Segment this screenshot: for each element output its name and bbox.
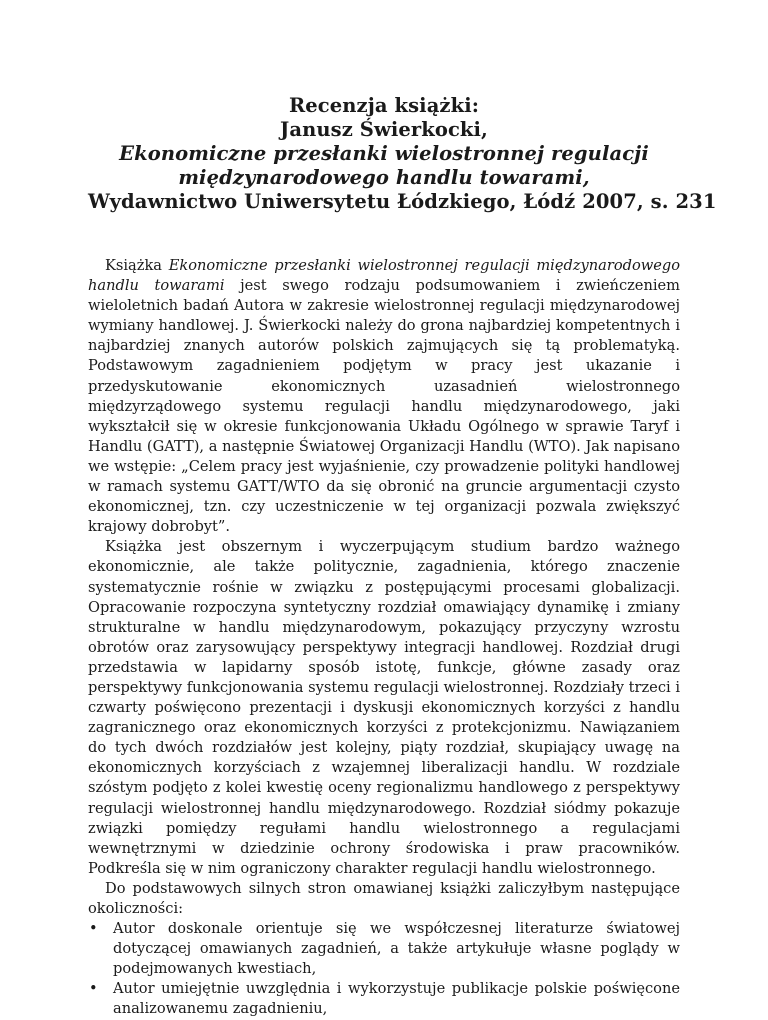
heading-book-title-line2: międzynarodowego handlu towarami, (178, 166, 590, 189)
list-item (88, 919, 680, 979)
bullet-marker: • (89, 980, 98, 998)
heading-author: Janusz Świerkocki, (280, 118, 488, 141)
paragraph-1-rest: jest swego rodzaju podsumowaniem i zwieńczeniem wieloletnich badań Autora w zakresie wielostronnej regulacji międzynarodowej wymiany handlowej. J. Świerkocki należy do grona najbardziej kompetentnych i najbardziej znanych autorów polskich zajmujących się tą problematyką. Podstawowym zagadnieniem podjętym w pracy jest ukazanie i przedyskutowanie ekonomicznych uzasadnień wielostronnego międzyrządowego systemu regulacji handlu międzynarodowego, jaki wykształcił się w okresie funkcjonowania Układu Ogólnego w sprawie Taryf i Handlu (GATT), a następnie Światowej Organizacji Handlu (WTO). Jak napisano we wstępie: „Celem pracy jest wyjaśnienie, czy prowadzenie polityki handlowej w ramach systemu GATT/WTO da się obronić na gruncie argumentacji czysto ekonomicznej, tzn. czy uczestniczenie w tej organizacji pozwala zwiększyć krajowy dobrobyt”. (88, 277, 680, 536)
bullet-marker: • (89, 920, 98, 938)
heading-publisher: Wydawnictwo Uniwersytetu Łódzkiego, Łódź 2007, s. 231 (88, 190, 717, 213)
paragraph-1 (88, 256, 680, 537)
document-page (88, 0, 717, 1020)
list-item-text: Autor umiejętnie uwzględnia i wykorzystuje publikacje polskie poświęcone analizowanemu zagadnieniu, (113, 980, 680, 1018)
list-item (88, 979, 680, 1019)
paragraph-1-book-title: Ekonomiczne przesłanki wielostronnej regulacji międzynarodowego handlu towarami (88, 257, 680, 295)
review-heading (88, 94, 717, 214)
paragraph-3: Do podstawowych silnych stron omawianej książki zaliczyłbym następujące okoliczności: (88, 879, 680, 917)
review-body (88, 256, 680, 1020)
paragraph-2: Książka jest obszernym i wyczerpującym studium bardzo ważnego ekonomicznie, ale także politycznie, zagadnienia, którego znaczenie systematycznie rośnie w związku z postępującymi procesami globalizacji. Opracowanie rozpoczyna syntetyczny rozdział omawiający dynamikę i zmiany strukturalne w handlu międzynarodowym, pokazujący przyczyny wzrostu obrotów oraz zarysowujący perspektywy integracji handlowej. Rozdział drugi przedstawia w lapidarny sposób istotę, funkcje, główne zasady oraz perspektywy funkcjonowania systemu regulacji wielostronnej. Rozdziały trzeci i czwarty poświęcono prezentacji i dyskusji ekonomicznych korzyści z handlu zagranicznego oraz ekonomicznych korzyści z protekcjonizmu. Nawiązaniem do tych dwóch rozdziałów jest kolejny, piąty rozdział, skupiający uwagę na ekonomicznych korzyściach z wzajemnej liberalizacji handlu. W rozdziale szóstym podjęto z kolei kwestię oceny regionalizmu handlowego z perspektywy regulacji wielostronnej handlu międzynarodowego. Rozdział siódmy pokazuje związki pomiędzy regułami handlu wielostronnego a regulacjami wewnętrznymi w dziedzinie ochrony środowiska i praw pracowników. Podkreśla się w nim ograniczony charakter regulacji handlu wielostronnego. (88, 538, 680, 877)
heading-book-title-line1: Ekonomiczne przesłanki wielostronnej regulacji (119, 142, 649, 165)
strengths-list (88, 919, 680, 1019)
paragraph-1-lead: Książka (105, 257, 169, 274)
list-item-text: Autor doskonale orientuje się we współczesnej literaturze światowej dotyczącej omawianych zagadnień, a także artykułuje własne poglądy w podejmowanych kwestiach, (113, 920, 680, 978)
heading-review-label: Recenzja książki: (288, 94, 480, 117)
